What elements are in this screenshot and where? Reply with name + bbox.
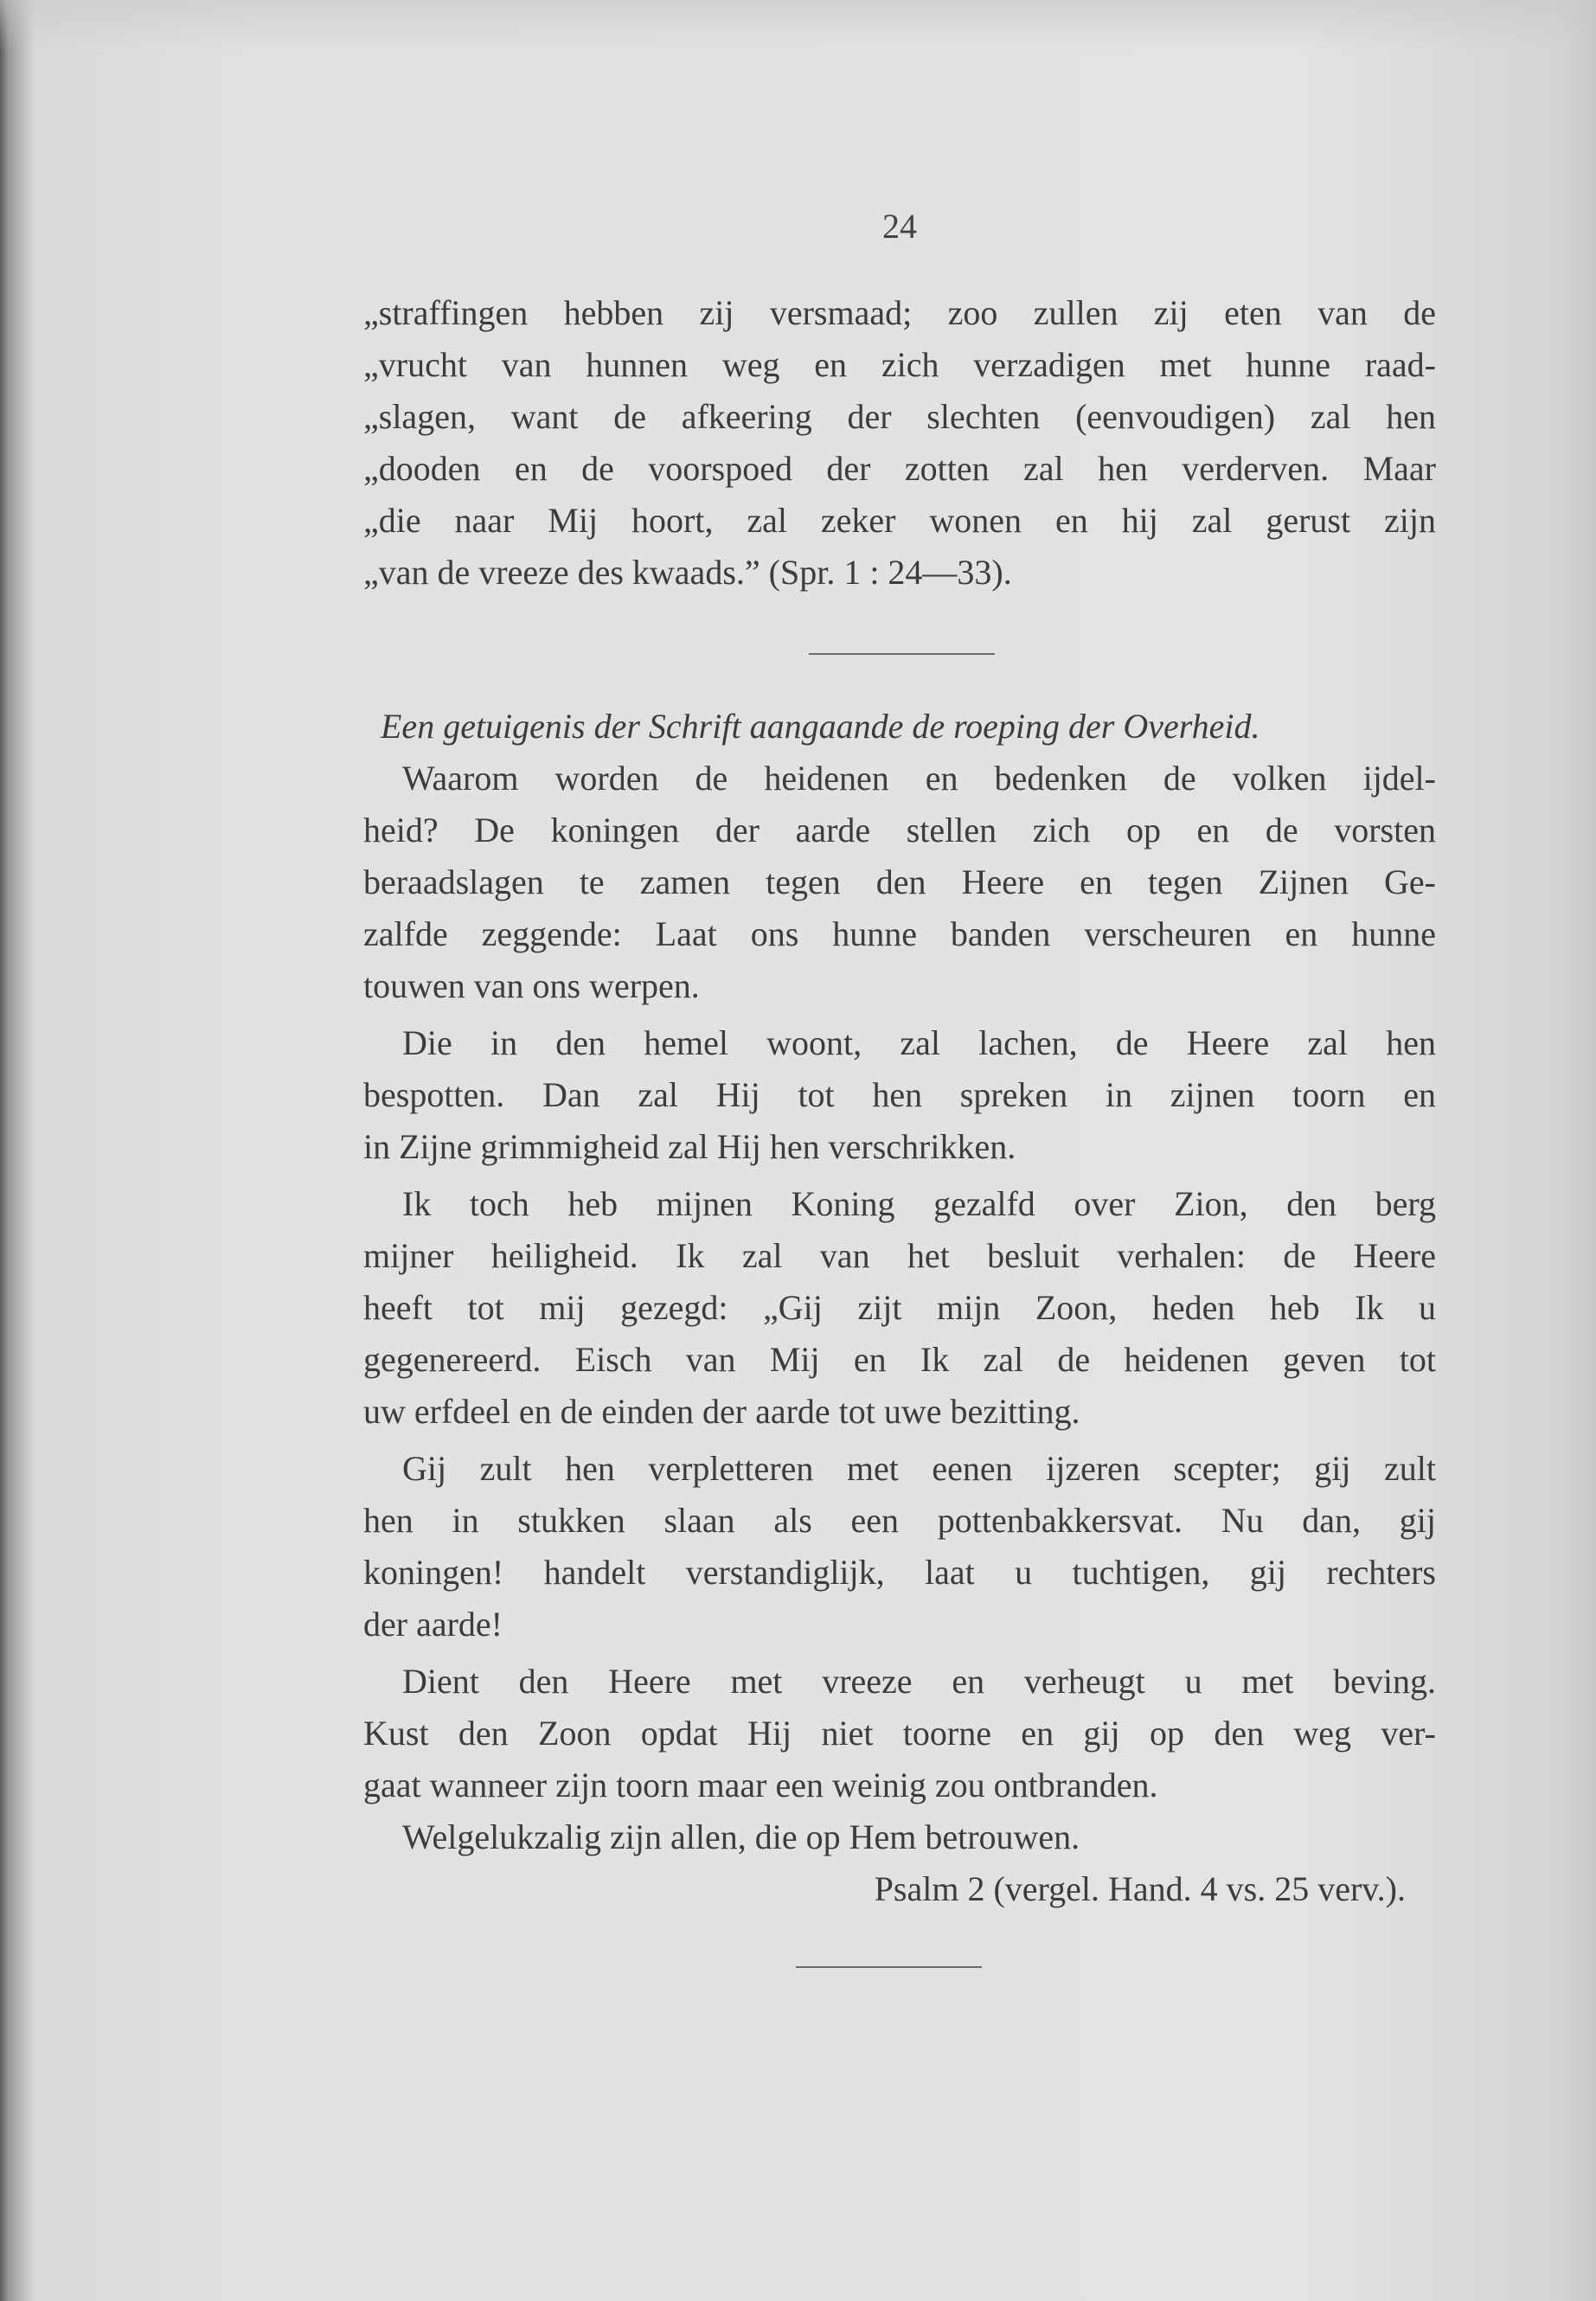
paragraph <box>363 1656 1436 1811</box>
paragraph-line: Ik toch heb mijnen Koning gezalfd over Zion, den berg <box>402 1184 1436 1223</box>
quote-line: „van de vreeze des kwaads.” (Spr. 1 : 24—33). <box>363 553 1012 592</box>
quote-line: „slagen, want de afkeering der slechten (eenvoudigen) zal hen <box>363 397 1436 436</box>
scripture-reference: Psalm 2 (vergel. Hand. 4 vs. 25 verv.). <box>874 1869 1406 1908</box>
paragraph-line: heid? De koningen der aarde stellen zich op en de vorsten <box>363 811 1436 849</box>
paragraph-line: uw erfdeel en de einden der aarde tot uwe bezitting. <box>363 1392 1080 1431</box>
paragraph <box>363 753 1436 1012</box>
paragraph-line: Kust den Zoon opdat Hij niet toorne en gij op den weg ver- <box>363 1714 1436 1753</box>
paragraph-line: der aarde! <box>363 1605 503 1644</box>
paragraph-line: Gij zult hen verpletteren met eenen ijzeren scepter; gij zult <box>402 1449 1436 1488</box>
paragraph-line: Dient den Heere met vreeze en verheugt u met beving. <box>402 1662 1436 1701</box>
paragraph-line: bespotten. Dan zal Hij tot hen spreken in zijnen toorn en <box>363 1075 1436 1114</box>
paragraph <box>363 1811 1436 1863</box>
paragraph-line: Die in den hemel woont, zal lachen, de Heere zal hen <box>402 1023 1436 1062</box>
paragraph-line: Welgelukzalig zijn allen, die op Hem betrouwen. <box>402 1817 1080 1856</box>
paragraph-line: mijner heiligheid. Ik zal van het besluit verhalen: de Heere <box>363 1236 1436 1275</box>
quote-line: „straffingen hebben zij versmaad; zoo zullen zij eten van de <box>363 293 1436 332</box>
paragraph-line: koningen! handelt verstandiglijk, laat u tuchtigen, gij rechters <box>363 1553 1436 1592</box>
quote-line: „vrucht van hunnen weg en zich verzadigen met hunne raad- <box>363 345 1436 384</box>
paragraph-line: beraadslagen te zamen tegen den Heere en tegen Zijnen Ge- <box>363 862 1436 901</box>
section-heading: Een getuigenis der Schrift aangaande de roeping der Overheid. <box>381 707 1260 746</box>
quote-line: „dooden en de voorspoed der zotten zal hen verderven. Maar <box>363 449 1436 488</box>
paragraph <box>363 1443 1436 1650</box>
section-divider <box>809 653 995 655</box>
page-number: 24 <box>882 207 917 246</box>
section-divider <box>796 1966 982 1968</box>
quote-line: „die naar Mij hoort, zal zeker wonen en hij zal gerust zijn <box>363 501 1436 540</box>
paragraph <box>363 1017 1436 1173</box>
paragraph-line: gegenereerd. Eisch van Mij en Ik zal de heidenen geven tot <box>363 1340 1436 1379</box>
paragraph-line: Waarom worden de heidenen en bedenken de volken ijdel- <box>402 759 1436 798</box>
paragraph-line: zalfde zeggende: Laat ons hunne banden verscheuren en hunne <box>363 914 1436 953</box>
page-shadow <box>0 0 1596 52</box>
paragraph-line: in Zijne grimmigheid zal Hij hen verschrikken. <box>363 1127 1016 1166</box>
quote-block <box>363 287 1436 599</box>
paragraph <box>363 1178 1436 1438</box>
paragraph-line: heeft tot mij gezegd: „Gij zijt mijn Zoon, heden heb Ik u <box>363 1288 1436 1327</box>
paragraph-line: touwen van ons werpen. <box>363 966 700 1005</box>
paragraph-line: gaat wanneer zijn toorn maar een weinig zou ontbranden. <box>363 1766 1158 1804</box>
paragraph-line: hen in stukken slaan als een pottenbakkersvat. Nu dan, gij <box>363 1501 1436 1540</box>
scripture-section <box>363 701 1436 1915</box>
